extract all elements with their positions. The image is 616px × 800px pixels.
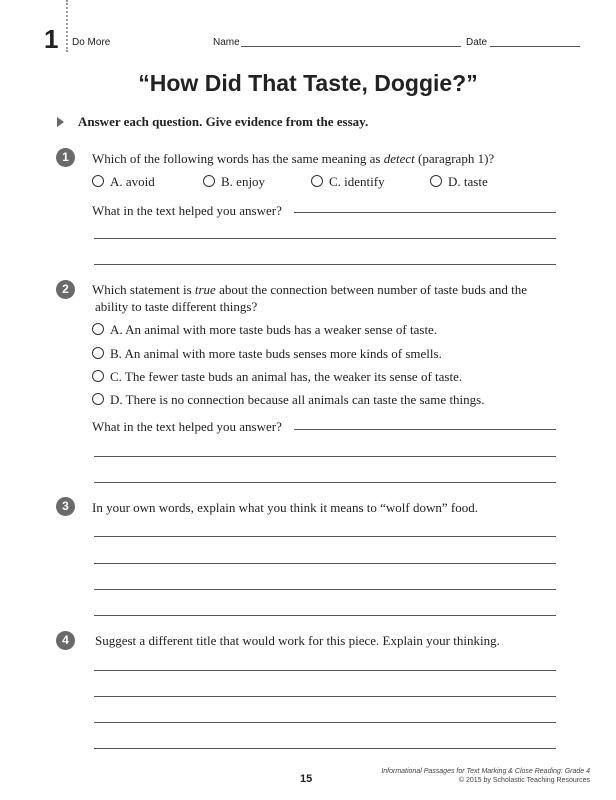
q1-option-d[interactable]: D. taste	[430, 174, 488, 190]
name-field[interactable]	[241, 46, 461, 47]
radio-icon[interactable]	[311, 175, 323, 187]
date-label: Date	[466, 37, 488, 48]
q3-answer-line[interactable]	[94, 563, 556, 564]
question-number-2: 2	[56, 280, 75, 299]
q3-answer-line[interactable]	[94, 536, 556, 537]
q4-answer-line[interactable]	[94, 748, 556, 749]
q1-answer-line[interactable]	[94, 238, 556, 239]
q2-option-b[interactable]: B. An animal with more taste buds senses more kinds of smells.	[92, 346, 442, 362]
radio-icon[interactable]	[92, 393, 104, 405]
play-arrow-icon	[57, 117, 64, 127]
q3-answer-line[interactable]	[94, 589, 556, 590]
question-number-1: 1	[56, 148, 75, 167]
unit-number: 1	[44, 24, 59, 54]
q1-option-b[interactable]: B. enjoy	[203, 174, 265, 190]
q3-answer-line[interactable]	[94, 615, 556, 616]
page-title: “How Did That Taste, Doggie?”	[138, 70, 478, 96]
radio-icon[interactable]	[92, 175, 104, 187]
q1-evidence-label: What in the text helped you answer?	[92, 203, 282, 218]
q4-answer-line[interactable]	[94, 722, 556, 723]
q2-answer-line[interactable]	[94, 456, 556, 457]
question-4-text: Suggest a different title that would work for this piece. Explain your thinking.	[95, 633, 500, 648]
q2-option-c[interactable]: C. The fewer taste buds an animal has, the weaker its sense of taste.	[92, 369, 462, 385]
question-number-4: 4	[56, 631, 75, 650]
q2-evidence-label: What in the text helped you answer?	[92, 419, 282, 434]
radio-icon[interactable]	[92, 323, 104, 335]
q1-answer-line[interactable]	[94, 264, 556, 265]
instructions: Answer each question. Give evidence from the essay.	[78, 114, 369, 129]
q2-answer-line[interactable]	[294, 429, 556, 430]
radio-icon[interactable]	[92, 370, 104, 382]
q4-answer-line[interactable]	[94, 670, 556, 671]
question-1-text: Which of the following words has the same meaning as detect (paragraph 1)?	[92, 151, 495, 166]
q2-option-d[interactable]: D. There is no connection because all animals can taste the same things.	[92, 392, 484, 408]
page-number: 15	[300, 773, 313, 785]
header-divider	[66, 0, 68, 52]
question-2-text: Which statement is true about the connection between number of taste buds and the ability to taste different things?	[92, 282, 528, 314]
q4-answer-line[interactable]	[94, 696, 556, 697]
q1-option-a[interactable]: A. avoid	[92, 174, 155, 190]
question-number-3: 3	[56, 497, 75, 516]
radio-icon[interactable]	[203, 175, 215, 187]
section-label: Do More	[72, 37, 111, 48]
footer-credit: Informational Passages for Text Marking & Close Reading: Grade 4 © 2015 by Scholastic Teaching Resources	[381, 768, 590, 784]
q2-answer-line[interactable]	[94, 482, 556, 483]
name-label: Name	[213, 37, 240, 48]
q1-answer-line[interactable]	[294, 212, 556, 213]
q2-option-a[interactable]: A. An animal with more taste buds has a weaker sense of taste.	[92, 322, 437, 338]
q1-option-c[interactable]: C. identify	[311, 174, 385, 190]
radio-icon[interactable]	[430, 175, 442, 187]
date-field[interactable]	[490, 46, 580, 47]
radio-icon[interactable]	[92, 347, 104, 359]
question-3-text: In your own words, explain what you think it means to “wolf down” food.	[92, 500, 478, 515]
